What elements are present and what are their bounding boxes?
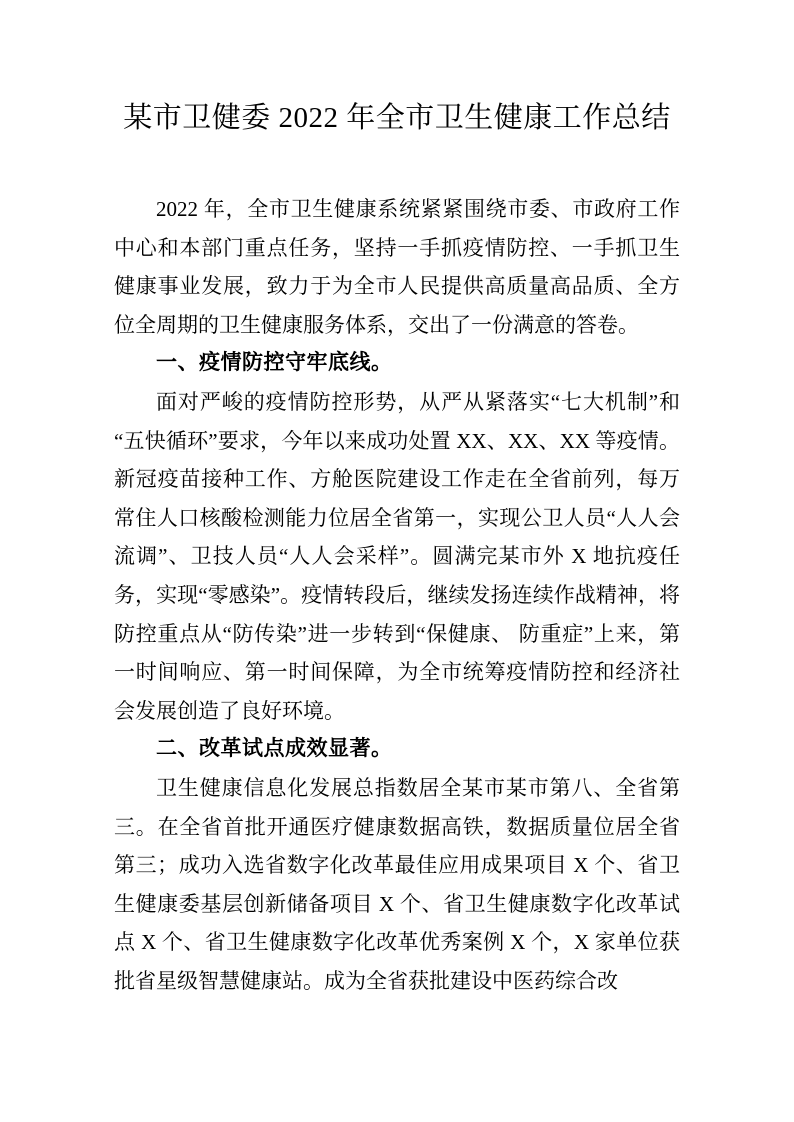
section-1-heading: 一、疫情防控守牢底线。	[156, 351, 393, 375]
intro-paragraph: 2022 年，全市卫生健康系统紧紧围绕市委、市政府工作中心和本部门重点任务，坚持一手抓疫情防控、一手抓卫生健康事业发展，致力于为全市人民提供高质量高品质、全方位全周期的卫生健康服务体系，交出了一份满意的答卷。	[114, 197, 680, 337]
section-1-paragraph: 面对严峻的疫情防控形势，从严从紧落实“七大机制”和“五快循环”要求，今年以来成功处置 XX、XX、XX 等疫情。新冠疫苗接种工作、方舱医院建设工作走在全省前列，每万常住人口核酸检测能力位居全省第一，实现公卫人员“人人会流调”、卫技人员“人人会采样”。圆满完某市外 X 地抗疫任务，实现“零感染”。疫情转段后，继续发扬连续作战精神，将防控重点从“防传染”进一步转到“保健康、 防重症”上来，第一时间响应、第一时间保障，为全市统筹疫情防控和经济社会发展创造了良好环境。	[114, 389, 680, 723]
section-2-paragraph: 卫生健康信息化发展总指数居全某市某市第八、全省第三。在全省首批开通医疗健康数据高铁，数据质量位居全省第三；成功入选省数字化改革最佳应用成果项目 X 个、省卫生健康委基层创新储备项目 X 个、省卫生健康数字化改革试点 X 个、省卫生健康数字化改革优秀案例 X 个，X 家单位获批省星级智慧健康站。成为全省获批建设中医药综合改	[114, 775, 680, 993]
section-2-heading: 二、改革试点成效显著。	[156, 737, 393, 761]
document-title: 某市卫健委 2022 年全市卫生健康工作总结	[123, 102, 671, 134]
document-body	[114, 190, 680, 1000]
